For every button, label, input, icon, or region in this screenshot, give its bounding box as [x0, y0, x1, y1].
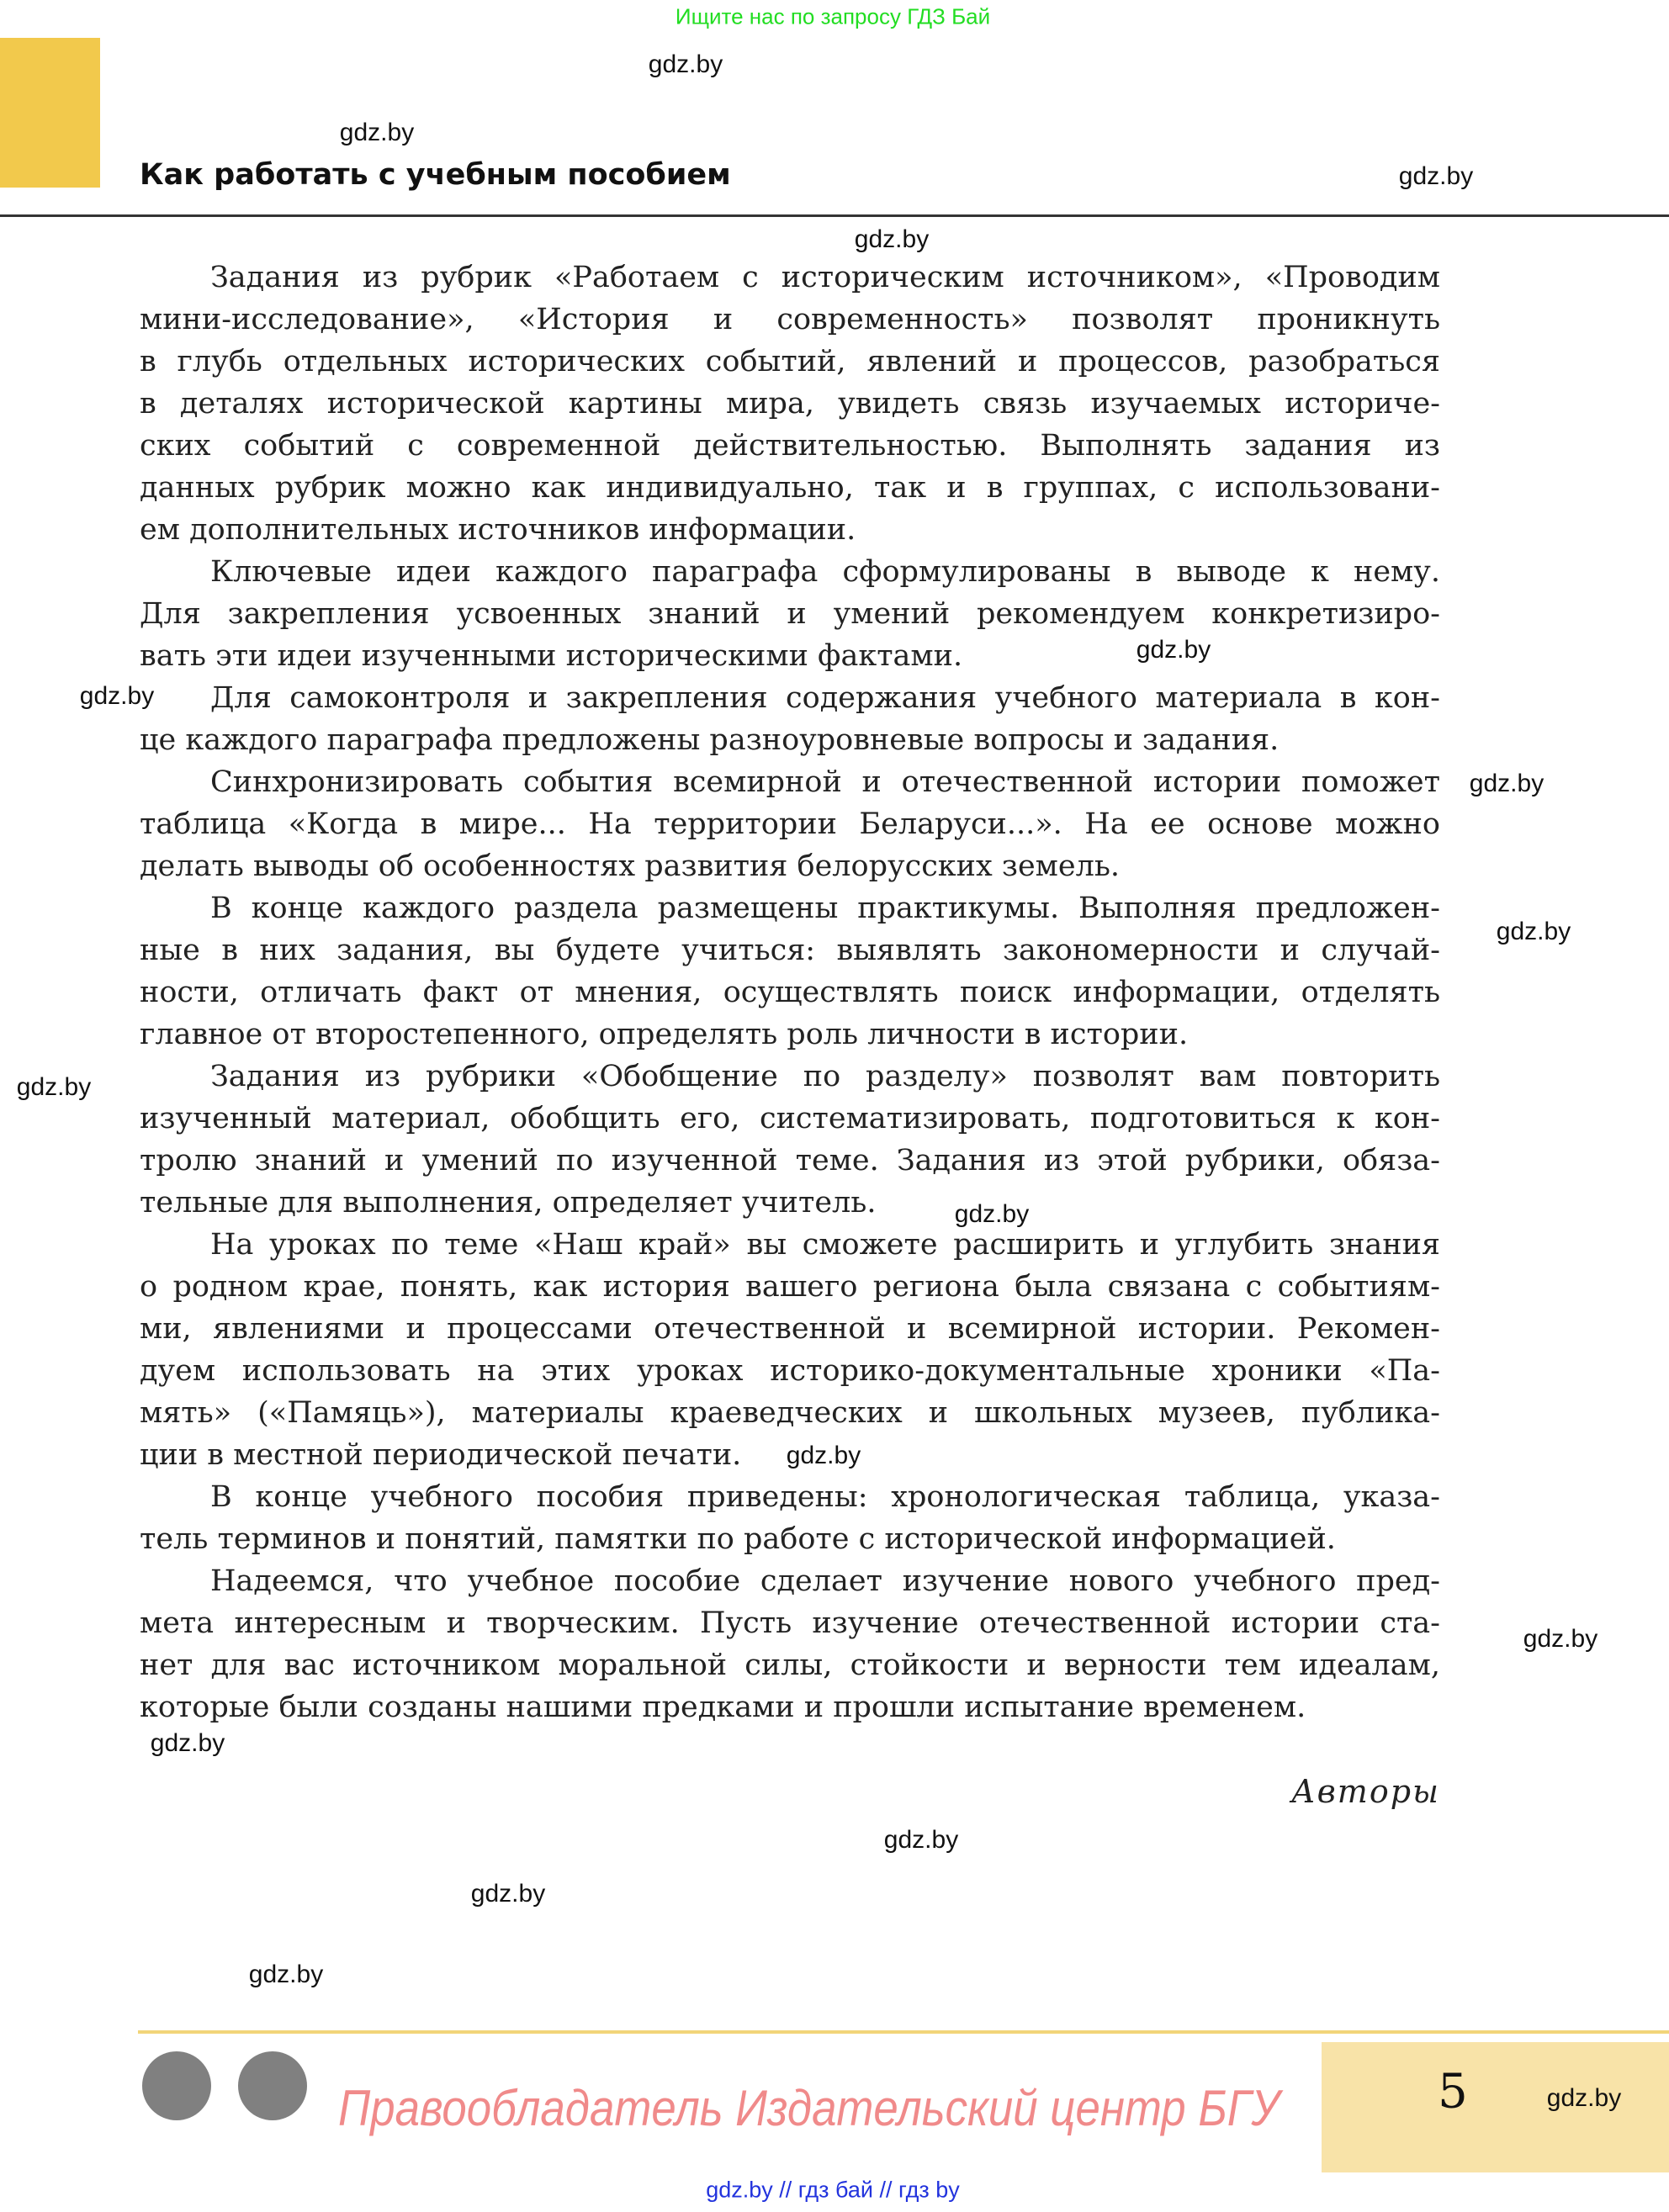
header-divider [0, 214, 1669, 217]
watermark: gdz.by [1496, 918, 1571, 945]
text-line: Синхронизировать события всемирной и отечественной истории поможет [210, 765, 1440, 799]
watermark: gdz.by [786, 1442, 861, 1469]
text-line: Ключевые идеи каждого параграфа сформулированы в выводе к нему. [210, 555, 1440, 589]
text-line: Задания из рубрик «Работаем с историческим источником», «Проводим [210, 261, 1440, 294]
text-line: В конце каждого раздела размещены практикумы. Выполняя предложен- [210, 892, 1440, 925]
text-line: главное от второстепенного, определять роль личности в истории. [140, 1018, 1189, 1051]
text-line: нет для вас источником моральной силы, стойкости и верности тем идеалам, [140, 1648, 1440, 1682]
watermark: gdz.by [150, 1729, 225, 1757]
copyright-notice: Правообладатель Издательский центр БГУ [338, 2080, 1280, 2136]
text-line: дуем использовать на этих уроках историко-документальные хроники «Па- [140, 1354, 1440, 1388]
watermark: gdz.by [1398, 162, 1474, 190]
decor-dot [142, 2051, 211, 2120]
text-line: в глубь отдельных исторических событий, явлений и процессов, разобраться [140, 345, 1440, 378]
watermark: gdz.by [1136, 636, 1211, 664]
watermark: gdz.by [648, 50, 723, 78]
text-line: тель терминов и понятий, памятки по работе с исторической информацией. [140, 1522, 1336, 1556]
watermark: gdz.by [16, 1073, 92, 1101]
text-line: изученный материал, обобщить его, систематизировать, подготовиться к кон- [140, 1102, 1440, 1135]
text-line: о родном крае, понять, как история вашего региона была связана с событиям- [140, 1270, 1440, 1304]
text-line: це каждого параграфа предложены разноуровневые вопросы и задания. [140, 723, 1280, 757]
text-line: Надеемся, что учебное пособие сделает изучение нового учебного пред- [210, 1564, 1440, 1598]
body-text [140, 257, 1440, 1728]
text-line: В конце учебного пособия приведены: хронологическая таблица, указа- [210, 1480, 1440, 1514]
watermark: gdz.by [854, 225, 930, 253]
text-line: тельные для выполнения, определяет учитель. [140, 1186, 877, 1220]
text-line: вать эти идеи изученными историческими фактами. [140, 639, 963, 673]
text-line: таблица «Когда в мире... На территории Беларуси...». На ее основе можно [140, 807, 1440, 841]
text-line: мять» («Памяць»), материалы краеведческих и школьных музеев, публика- [140, 1396, 1440, 1430]
text-line: Для самоконтроля и закрепления содержания учебного материала в кон- [210, 681, 1440, 715]
text-line: делать выводы об особенностях развития белорусских земель. [140, 849, 1121, 883]
text-line: данных рубрик можно как индивидуально, так и в группах, с использовани- [140, 471, 1440, 505]
text-line: мини-исследование», «История и современность» позволят проникнуть [140, 303, 1440, 336]
page-number: 5 [1438, 2064, 1468, 2119]
text-line: ные в них задания, вы будете учиться: выявлять закономерности и случай- [140, 934, 1440, 967]
watermark: gdz.by [470, 1880, 546, 1908]
chapter-tab-marker [0, 38, 100, 188]
text-line: ских событий с современной действительностью. Выполнять задания из [140, 429, 1440, 463]
watermark: gdz.by [248, 1961, 324, 1988]
text-line: мета интересным и творческим. Пусть изучение отечественной истории ста- [140, 1606, 1440, 1640]
watermark: gdz.by [1469, 770, 1544, 797]
text-line: ем дополнительных источников информации. [140, 513, 856, 547]
signature: Авторы [1290, 1773, 1440, 1810]
footer-links[interactable]: gdz.by // гдз бай // гдз by [706, 2177, 960, 2203]
watermark: gdz.by [1523, 1625, 1598, 1653]
text-line: в деталях исторической картины мира, увидеть связь изучаемых историче- [140, 387, 1440, 421]
text-line: ми, явлениями и процессами отечественной и всемирной истории. Рекомен- [140, 1312, 1440, 1346]
page-title: Как работать с учебным пособием [140, 158, 731, 192]
footer-divider [138, 2030, 1669, 2034]
watermark: gdz.by [79, 682, 155, 710]
text-line: которые были созданы нашими предками и прошли испытание временем. [140, 1691, 1306, 1724]
text-line: Задания из рубрики «Обобщение по разделу» позволят вам повторить [210, 1060, 1440, 1093]
decor-dot [238, 2051, 307, 2120]
text-line: тролю знаний и умений по изученной теме. Задания из этой рубрики, обяза- [140, 1144, 1440, 1177]
text-line: ции в местной периодической печати. [140, 1438, 742, 1472]
watermark: gdz.by [1546, 2084, 1622, 2112]
watermark: gdz.by [883, 1826, 959, 1854]
text-line: Для закрепления усвоенных знаний и умений рекомендуем конкретизиро- [140, 597, 1440, 631]
search-hint: Ищите нас по запросу ГДЗ Бай [675, 3, 991, 29]
watermark: gdz.by [339, 119, 415, 146]
text-line: ности, отличать факт от мнения, осуществлять поиск информации, отделять [140, 976, 1440, 1009]
text-line: На уроках по теме «Наш край» вы сможете расширить и углубить знания [210, 1228, 1440, 1262]
watermark: gdz.by [954, 1200, 1030, 1228]
